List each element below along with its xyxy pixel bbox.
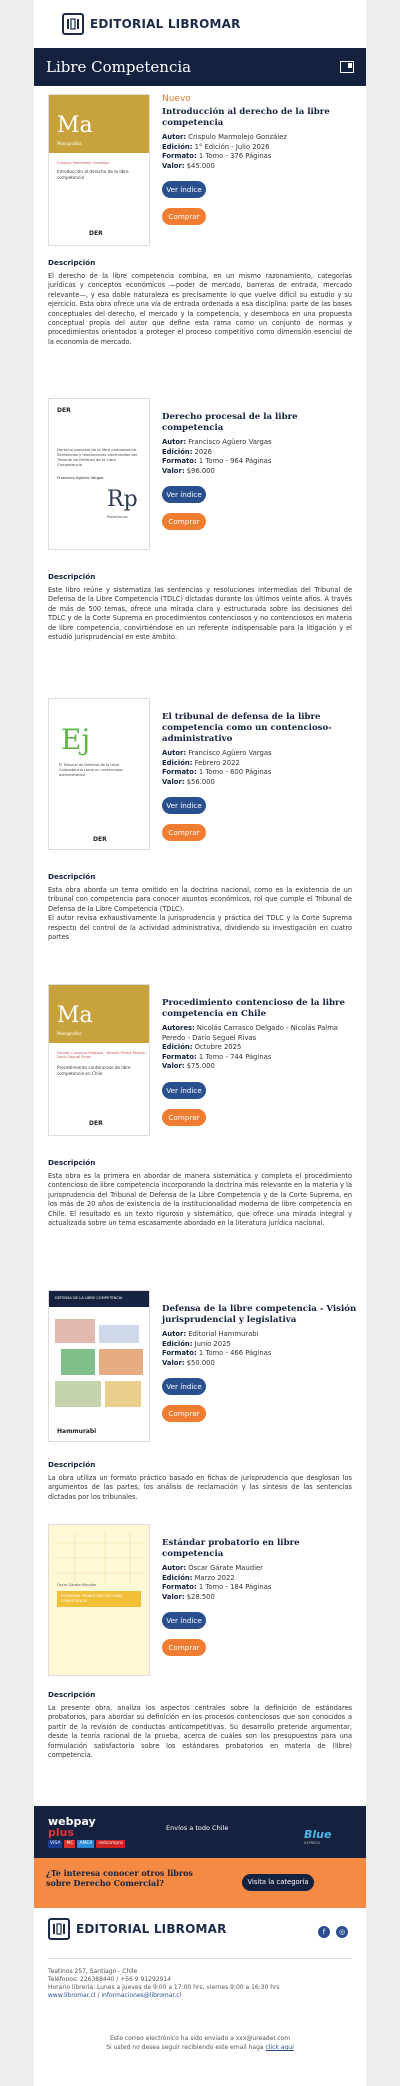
label-formato: Formato:: [162, 1052, 197, 1061]
book-title[interactable]: Estándar probatorio en libre competencia: [162, 1538, 300, 1559]
label-edicion: Edición:: [162, 758, 193, 767]
book-info-5: [162, 1304, 358, 1422]
book-format: [162, 1583, 358, 1593]
book-edition: [162, 1340, 358, 1350]
label-edicion: Edición:: [162, 1043, 193, 1051]
brand-name[interactable]: EDITORIAL LIBROMAR: [90, 17, 241, 31]
label-autores: Autores:: [162, 1024, 195, 1032]
label-valor: Valor:: [162, 1062, 185, 1070]
author-value: Francisco Agüero Vargas: [188, 749, 272, 757]
description-heading: Descripción: [48, 1460, 96, 1469]
footer-divider: [48, 1958, 352, 1959]
cover-publisher: Hammurabi: [57, 1428, 97, 1435]
cover-illustration: [55, 1533, 145, 1583]
label-autor: Autor:: [162, 133, 187, 141]
label-valor: Valor:: [162, 1358, 185, 1367]
edition-value: 1° Edición - Julio 2026: [194, 142, 270, 151]
mastercard-icon: MC: [66, 1841, 74, 1846]
label-formato: Formato:: [162, 457, 197, 465]
label-formato: Formato:: [162, 152, 197, 160]
description-paragraph: El autor revisa exhaustivamente la jurisprudencia y práctica del TDLC y la Corte Suprema respecto del control de la actividad administrativa, dividiendo su investigación en cuatro partes: [48, 914, 352, 942]
book-author: [162, 749, 358, 759]
book-author: [162, 1330, 358, 1340]
book-title[interactable]: Introducción al derecho de la libre competencia: [162, 107, 330, 128]
book-title[interactable]: Procedimiento contencioso de la libre competencia en Chile: [162, 998, 345, 1019]
book-price: [162, 778, 358, 788]
footer-contact: [48, 1968, 352, 2000]
cover-series-name: Monografías: [57, 1031, 82, 1036]
unsubscribe-line: [34, 2043, 366, 2052]
top-brand-bar: [34, 0, 366, 48]
webpay-name: webpay: [48, 1815, 96, 1828]
page-title: Libre Competencia: [46, 58, 192, 76]
book-edition: [162, 448, 358, 458]
footer-hours: Horario librería: Lunes a jueves de 9:00 a 17:00 hrs, viernes 9:00 a 16:30 hrs: [48, 1984, 280, 1991]
author-value: Nicolás Carrasco Delgado - Nicolás Palma Peredo - Darío Seguel Rivas: [162, 1024, 338, 1042]
cover-band: [49, 1291, 149, 1307]
unsubscribe-link[interactable]: click aquí: [265, 2044, 294, 2051]
footer-address: Teatinos 257, Santiago - Chile: [48, 1968, 138, 1975]
label-autor: Autor:: [162, 1564, 187, 1572]
visit-category-button[interactable]: Visita la categoría: [242, 1874, 314, 1891]
edition-value: Febrero 2022: [194, 758, 240, 767]
book-title[interactable]: Derecho procesal de la libre competencia: [162, 412, 298, 433]
edition-value: 2026: [194, 447, 212, 456]
cover-title: Derecho procesal de la libre competencia. Sentencias y resoluciones intermedias del Tribunal de Defensa de la Libre Competencia: [57, 447, 138, 467]
amex-icon: AMEX: [79, 1841, 93, 1846]
book-edition: [162, 143, 358, 153]
book-author: [162, 133, 358, 143]
buy-button[interactable]: Comprar: [162, 1109, 206, 1126]
courier-name: Blue: [304, 1828, 332, 1841]
format-value: 1 Tomo - 184 Páginas: [198, 1583, 272, 1591]
cover-author: Francisco Agüero Vargas: [57, 475, 104, 480]
facebook-icon[interactable]: f: [318, 1926, 330, 1938]
author-value: Editorial Hammurabi: [188, 1330, 259, 1338]
book-info-4: [162, 998, 358, 1126]
format-value: 1 Tomo - 744 Páginas: [198, 1052, 272, 1061]
view-index-button[interactable]: Ver índice: [162, 486, 206, 503]
description-heading: Descripción: [48, 1690, 96, 1699]
label-valor: Valor:: [162, 777, 185, 786]
webpay-logo: [48, 1816, 96, 1838]
cover-author: Óscar Gárate Maudier: [57, 1583, 97, 1587]
book-description: La obra utiliza un formato práctico basado en fichas de jurisprudencia que desglosan los argumentos de las partes, los análisis de reclamación y las síntesis de las sentencias dictadas por los tribunales.: [48, 1474, 352, 1501]
view-index-button[interactable]: Ver índice: [162, 1612, 206, 1629]
footer-phones: Teléfonos: 226388440 / +56 9 91292914: [48, 1976, 172, 1983]
buy-button[interactable]: Comprar: [162, 1639, 206, 1656]
book-info-3: [162, 712, 358, 841]
cover-series-mark: Ma: [57, 1003, 93, 1028]
view-index-button[interactable]: Ver índice: [162, 181, 206, 198]
description-heading: Descripción: [48, 572, 96, 581]
book-info-6: [162, 1538, 358, 1656]
description-paragraph: Esta obra aborda un tema omitido en la doctrina nacional, como es la existencia de un tribunal con competencia para conocer asuntos económicos, rol que cumple el Tribunal de Defensa de la Libre Competencia (TDLC).: [48, 886, 352, 913]
redcompra-icon: redcompra: [98, 1841, 123, 1846]
book-format: [162, 768, 358, 778]
cover-title: ESTÁNDAR PROBATORIO EN LIBRE COMPETENCIA: [61, 1594, 123, 1603]
author-value: Francisco Agüero Vargas: [188, 438, 272, 446]
book-author: [162, 1564, 358, 1574]
courier-logo: [304, 1828, 331, 1845]
book-edition: [162, 1043, 358, 1053]
cover-author: Crispulo Marmolejo González: [57, 161, 110, 165]
sent-to-text: Este correo electrónico ha sido enviado a xxx@ureader.com: [109, 2035, 291, 2042]
book-description: La presente obra, analiza los aspectos centrales sobre la definición de estándares probatorios, para abordar su definición en los procesos contenciosos que son conocidos a partir de la revisión de conductas anticompetitivas. Su desarrollo pretende argumentar, desde la teoría racional de la prueba, acerca de cuáles son los presupuestos para una formulación satisfactoria sobre los estándares probatorios en materia de (libre) competencia.: [48, 1704, 352, 1760]
page-header: [34, 48, 366, 86]
book-info-2: [162, 412, 358, 530]
book-format: [162, 457, 358, 467]
courier-sub: EXPRESS: [304, 1841, 320, 1845]
email-link[interactable]: informaciones@libromar.cl: [101, 1992, 182, 1999]
label-formato: Formato:: [162, 1349, 197, 1357]
view-index-button[interactable]: Ver índice: [162, 797, 206, 814]
edition-value: Junio 2025: [194, 1339, 231, 1348]
webpay-plus: plus: [48, 1826, 75, 1839]
format-value: 1 Tomo - 964 Páginas: [198, 457, 272, 465]
label-edicion: Edición:: [162, 142, 193, 151]
book-edition: [162, 759, 358, 769]
cover-title: Procedimiento contencioso de libre competencia en Chile: [57, 1065, 131, 1076]
cover-series-name: Repertorios: [107, 515, 128, 519]
label-formato: Formato:: [162, 1583, 197, 1591]
label-edicion: Edición:: [162, 1339, 193, 1348]
book-price: [162, 162, 358, 172]
cover-series-mark: Ej: [61, 723, 91, 756]
payment-shipping-bar: [34, 1806, 366, 1858]
label-valor: Valor:: [162, 1592, 185, 1601]
label-autor: Autor:: [162, 1330, 187, 1338]
cover-title: DEFENSA DE LA LIBRE COMPETENCIA: [55, 1296, 123, 1300]
book-price: [162, 467, 358, 477]
book-price: [162, 1062, 358, 1072]
book-format: [162, 1349, 358, 1359]
cover-band: [57, 1591, 141, 1607]
library-logo-icon[interactable]: [48, 1918, 70, 1940]
unsubscribe-text: Si usted no desea seguir recibiendo este email haga: [106, 2044, 264, 2051]
description-heading: Descripción: [48, 1158, 96, 1167]
book-author: [162, 438, 358, 448]
cover-publisher: DER: [89, 230, 103, 237]
book-description: Este libro reúne y sistematiza las sentencias y resoluciones intermedias del Tribunal de Defensa de la Libre Competencia (TDLC) dictadas durante los últimos veinte años. A través de más de 500 temas, ofrece una mirada clara y estructurada sobre las decisiones del TDLC y de la Corte Suprema en procedimientos contenciosos y no contenciosos en materia de libre competencia, convirtiéndose en un referente indispensable para la litigación y el estudio jurisprudencial en este ámbito.: [48, 586, 352, 642]
price-value: $96.000: [186, 466, 215, 475]
book-cover-4[interactable]: [48, 984, 150, 1136]
edition-value: Marzo 2022: [194, 1573, 235, 1582]
visa-icon: VISA: [50, 1841, 61, 1846]
cover-series-name: Monografías: [57, 141, 82, 146]
buy-button[interactable]: Comprar: [162, 824, 206, 841]
book-format: [162, 1053, 358, 1063]
footer-brand-name[interactable]: EDITORIAL LIBROMAR: [76, 1922, 227, 1936]
edition-value: Octubre 2025: [194, 1043, 242, 1051]
new-badge: Nuevo: [162, 94, 191, 104]
label-edicion: Edición:: [162, 447, 193, 456]
label-formato: Formato:: [162, 768, 197, 776]
label-autor: Autor:: [162, 438, 187, 446]
format-value: 1 Tomo - 376 Páginas: [198, 152, 272, 160]
format-value: 1 Tomo - 466 Páginas: [198, 1349, 272, 1357]
book-title[interactable]: Defensa de la libre competencia - Visión jurisprudencial y legislativa: [162, 1304, 357, 1325]
buy-button[interactable]: Comprar: [162, 513, 206, 530]
format-value: 1 Tomo - 600 Páginas: [198, 768, 272, 776]
price-value: $75.000: [186, 1062, 215, 1070]
email-container: [34, 0, 366, 2086]
price-value: $56.000: [186, 777, 215, 786]
footer-brand: [48, 1918, 227, 1940]
promo-question: ¿Te interesa conocer otros libros sobre Derecho Comercial?: [46, 1868, 193, 1888]
label-valor: Valor:: [162, 466, 185, 475]
footer-links: www.libromar.cl / informaciones@libromar.cl: [48, 1992, 182, 1999]
author-value: Óscar Gárate Maudier: [188, 1564, 263, 1572]
cover-series-mark: Rp: [107, 487, 138, 512]
label-edicion: Edición:: [162, 1573, 193, 1582]
book-cover-2[interactable]: [48, 398, 150, 550]
book-cover-6[interactable]: [48, 1524, 150, 1676]
buy-button[interactable]: Comprar: [162, 208, 206, 225]
card-logos: [48, 1840, 125, 1848]
footer-note: [34, 2034, 366, 2052]
book-info-1: [162, 94, 358, 225]
description-heading: Descripción: [48, 258, 96, 267]
label-autor: Autor:: [162, 749, 187, 757]
description-heading: Descripción: [48, 872, 96, 881]
cover-illustration: [55, 1319, 145, 1415]
book-cover-3[interactable]: [48, 698, 150, 850]
shipping-text: Envíos a todo Chile: [166, 1824, 229, 1832]
cover-publisher: DER: [57, 407, 71, 414]
library-logo-icon[interactable]: [62, 13, 84, 35]
cover-title: El Tribunal de Defensa de la Libre Competencia como un contencioso-administrativo: [59, 763, 124, 777]
cover-author: Nicolás Carrasco Delgado · Nicolás Palma Peredo · Darío Seguel Rivas: [57, 1051, 148, 1059]
website-link[interactable]: www.libromar.cl: [48, 1992, 96, 1999]
book-price: [162, 1359, 358, 1369]
book-author: [162, 1024, 358, 1043]
view-index-button[interactable]: Ver índice: [162, 1378, 206, 1395]
instagram-icon[interactable]: ◎: [336, 1926, 348, 1938]
cover-series-mark: Ma: [57, 113, 93, 138]
cover-title: Introducción al derecho de la libre competencia: [57, 169, 129, 180]
book-description: Esta obra es la primera en abordar de manera sistemática y completa el procedimiento contencioso de libre competencia incorporando la doctrina más relevante en la materia y la jurisprudencia del Tribunal de Defensa de la Libre Competencia y de la Corte Suprema, en los más de 20 años de existencia de la institucionalidad moderna de libre competencia en Chile. El resultado es un texto riguroso y sistemático, que ofrece una mirada integral y actualizada sobre un tema escasamente abordado en la literatura jurídica nacional.: [48, 1172, 352, 1228]
author-value: Crispulo Marmolejo González: [188, 133, 287, 141]
book-price: [162, 1593, 358, 1603]
buy-button[interactable]: Comprar: [162, 1405, 206, 1422]
cover-publisher: DER: [93, 836, 107, 843]
book-edition: [162, 1574, 358, 1584]
book-description: [48, 886, 352, 942]
book-format: [162, 152, 358, 162]
price-value: $28.500: [186, 1592, 215, 1601]
label-valor: Valor:: [162, 161, 185, 170]
price-value: $45.000: [186, 161, 215, 170]
book-icon: [340, 61, 354, 73]
book-cover-5[interactable]: [48, 1290, 150, 1442]
book-description: El derecho de la libre competencia combina, en un mismo razonamiento, categorías jurídicas y conceptos económicos —poder de mercado, barreras de entrada, mercado relevante—, y esa doble naturaleza es precisamente lo que vuelve difícil su estudio y su ejercicio. Esta obra ofrece una vía de entrada ordenada a esa disciplina: parte de las bases conceptuales del derecho, el mercado y la competencia, y desemboca en una propuesta conceptual propia del autor que define esta rama como un conjunto de normas y procedimientos orientados a proteger el proceso competitivo como dimensión esencial de la economía de mercado.: [48, 272, 352, 346]
book-cover-1[interactable]: [48, 94, 150, 246]
cover-publisher: DER: [89, 1120, 103, 1127]
book-title[interactable]: El tribunal de defensa de la libre competencia como un contencioso-administrativo: [162, 712, 332, 744]
view-index-button[interactable]: Ver índice: [162, 1082, 206, 1099]
price-value: $50.000: [186, 1358, 215, 1367]
category-promo: [34, 1858, 366, 1908]
